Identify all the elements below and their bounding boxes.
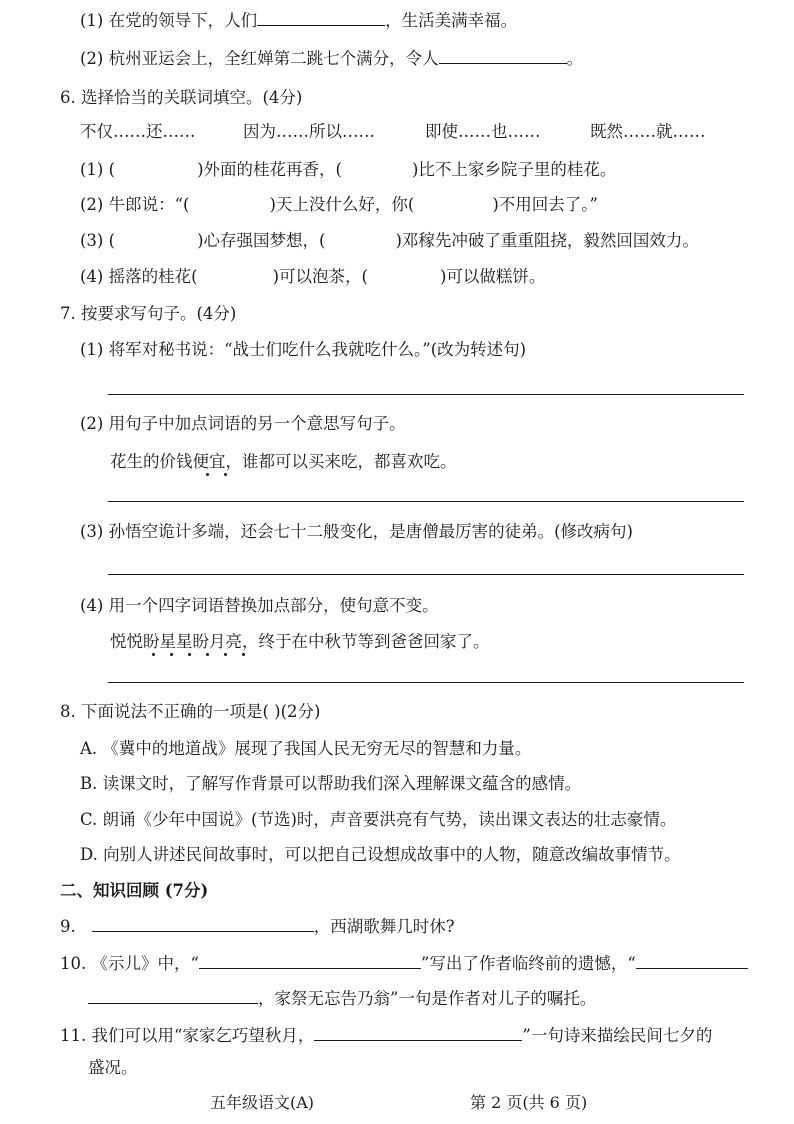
option-4: 既然……就…… <box>590 122 706 141</box>
option-2: 因为……所以…… <box>243 122 375 141</box>
q6-sentence-4: (4) 摇落的桂花( )可以泡茶，( )可以做糕饼。 <box>80 267 546 286</box>
question-9: 9. ，西湖歌舞几时休? <box>60 914 455 939</box>
option-1: 不仅……还…… <box>80 122 196 141</box>
answer-line[interactable] <box>108 574 744 575</box>
emphasis-dot <box>224 653 227 656</box>
q7-item-1: (1) 将军对秘书说：“战士们吃什么我就吃什么。”(改为转述句) <box>80 340 527 359</box>
footer-page-number: 第 2 页(共 6 页) <box>470 1093 588 1112</box>
question-10-line-1: 10. 《示儿》中，“ ”写出了作者临终前的遗憾，“ <box>60 951 748 976</box>
question-11-line-2: 盛况。 <box>88 1058 138 1077</box>
answer-blank[interactable] <box>88 986 258 1004</box>
q8-option-b[interactable]: B. 读课文时，了解写作背景可以帮助我们深入理解课文蕴含的感情。 <box>80 774 582 793</box>
answer-line[interactable] <box>108 394 744 395</box>
q8-option-a[interactable]: A. 《冀中的地道战》展现了我国人民无穷无尽的智慧和力量。 <box>80 739 532 758</box>
q7-item-2-sentence: 花生的价钱便宜，谁都可以买来吃，都喜欢吃。 <box>110 452 457 471</box>
q5-item-2: (2) 杭州亚运会上，全红婵第二跳七个满分，令人 。 <box>80 46 583 71</box>
emphasis-dot <box>224 473 227 476</box>
q5-item-1: (1) 在党的领导下，人们 ，生活美满幸福。 <box>80 8 517 33</box>
answer-blank[interactable] <box>199 951 421 969</box>
q7-item-2: (2) 用句子中加点词语的另一个意思写句子。 <box>80 414 406 433</box>
q7-item-3: (3) 孙悟空诡计多端，还会七十二般变化，是唐僧最厉害的徒弟。(修改病句) <box>80 522 633 541</box>
emphasis-dot <box>206 473 209 476</box>
q6-sentence-3: (3) ( )心存强国梦想，( )邓稼先冲破了重重阻挠，毅然回国效力。 <box>80 231 699 250</box>
q7-item-4-sentence: 悦悦盼星星盼月亮，终于在中秋节等到爸爸回家了。 <box>110 632 490 651</box>
emphasis-dot <box>206 653 209 656</box>
q8-option-d[interactable]: D. 向别人讲述民间故事时，可以把自己设想成故事中的人物，随意改编故事情节。 <box>80 845 681 864</box>
q8-option-c[interactable]: C. 朗诵《少年中国说》(节选)时，声音要洪亮有气势，读出课文表达的壮志豪情。 <box>80 810 677 829</box>
answer-line[interactable] <box>108 501 744 502</box>
question-8-title: 8. 下面说法不正确的一项是( )(2分) <box>60 702 321 721</box>
answer-blank[interactable] <box>314 1023 522 1041</box>
emphasis-dot <box>242 653 245 656</box>
answer-blank[interactable] <box>257 8 385 26</box>
emphasis-dot <box>152 653 155 656</box>
footer-subject: 五年级语文(A) <box>210 1093 315 1112</box>
question-6-title: 6. 选择恰当的关联词填空。(4分) <box>60 88 303 107</box>
answer-blank[interactable] <box>439 46 567 64</box>
answer-blank[interactable] <box>636 951 748 969</box>
q6-sentence-1: (1) ( )外面的桂花再香，( )比不上家乡院子里的桂花。 <box>80 160 617 179</box>
emphasis-dot <box>170 653 173 656</box>
emphasis-dot <box>188 653 191 656</box>
q6-sentence-2: (2) 牛郎说：“( )天上没什么好，你( )不用回去了。” <box>80 195 598 214</box>
question-10-line-2: ，家祭无忘告乃翁”一句是作者对儿子的嘱托。 <box>88 986 596 1011</box>
answer-line[interactable] <box>108 682 744 683</box>
question-7-title: 7. 按要求写句子。(4分) <box>60 304 237 323</box>
option-3: 即使……也…… <box>425 122 541 141</box>
answer-blank[interactable] <box>92 914 314 932</box>
q7-item-4: (4) 用一个四字词语替换加点部分，使句意不变。 <box>80 596 439 615</box>
section-2-title: 二、知识回顾 (7分) <box>60 881 209 900</box>
question-11-line-1: 11. 我们可以用“家家乞巧望秋月， ”一句诗来描绘民间七夕的 <box>60 1023 712 1048</box>
